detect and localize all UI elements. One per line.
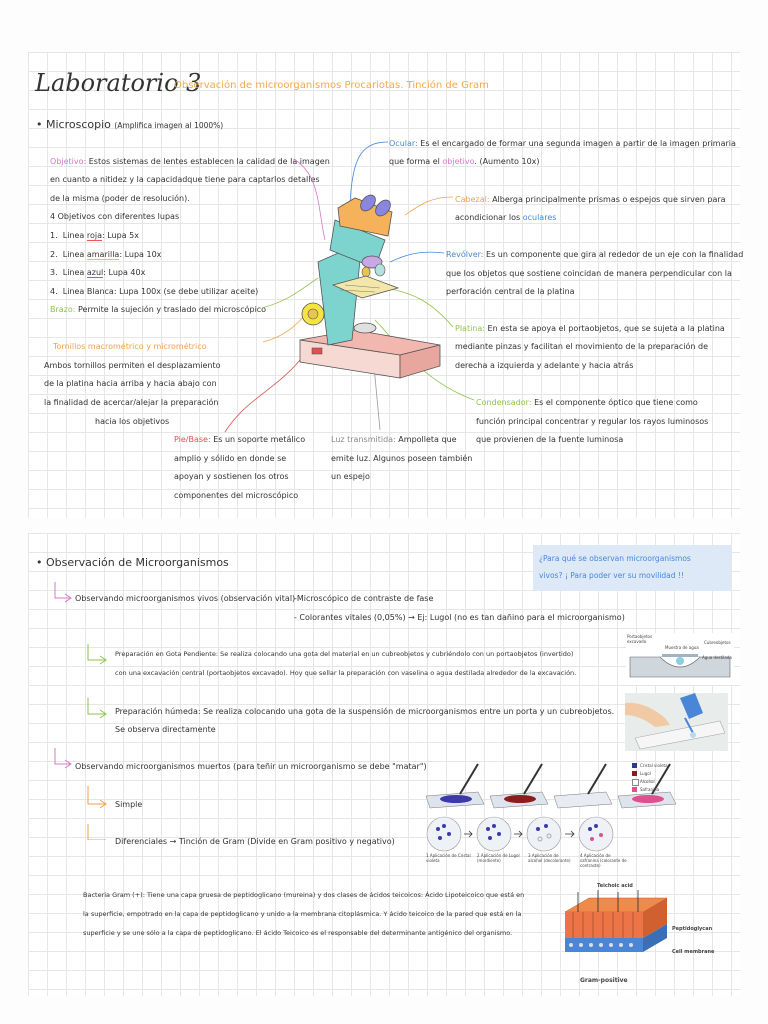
revolver-line-2: que los objetos que sostiene coincidan de manera perpendicular con la [446, 269, 732, 278]
legend-alcohol: Alcohol [640, 779, 655, 784]
simple-label: Simple [115, 800, 143, 809]
tornillos-line-2: de la platina hacia arriba y hacia abajo con [44, 379, 217, 388]
legend-swatch-lugol [632, 771, 637, 776]
tornillos-label: Tornillos macrométrico y micrométrico [53, 342, 207, 351]
revolver-line-3: perforación central de la platina [446, 287, 575, 296]
fig-gota-l3: Cubreobjetos [704, 640, 731, 645]
vivos-contraste: -Microscópico de contraste de fase [294, 594, 434, 603]
humeda-line-2: Se observa directamente [115, 725, 216, 734]
tornillos-line-4: hacia los objetivos [95, 417, 170, 426]
bacteria-line-3: superficie y se une sólo a la capa de peptidoglicano. El ácido Teicoico es el responsable del determinante antigénico del organismo. [83, 929, 513, 937]
humeda-line-1: Preparación húmeda: Se realiza colocando una gota de la suspensión de microorganismos entre un porta y un cubreobjetos. [115, 707, 615, 716]
tornillos-line-3: la finalidad de acercar/alejar la preparación [44, 398, 219, 407]
luz-line-1: Luz transmitida: Ampolleta que [331, 435, 457, 444]
question-line-1: ¿Para qué se observan microorganismos [539, 554, 691, 563]
cabezal-line-2: acondicionar los oculares [455, 213, 557, 222]
objetivo-item-2: 2. Linea amarilla: Lupa 10x [50, 250, 162, 259]
fig-gota-l2: Muestra de agua [665, 645, 699, 650]
brazo-text: Brazo: Permite la sujeción y traslado del microscópico [50, 305, 267, 314]
legend-lugol: Lugol [640, 771, 651, 776]
luz-line-2: emite luz. Algunos poseen también [331, 454, 473, 463]
gram-step-2: 2 Aplicación de Lugol (mordiente) [477, 853, 520, 863]
ocular-line-1: Ocular: Es el encargado de formar una segunda imagen a partir de la imagen primaria [389, 139, 736, 148]
legend-safranina: Safranina [640, 787, 660, 792]
gram-step-4: 4 Aplicación de safranina (colorante de contraste) [580, 853, 627, 868]
page-subtitle: Observación de microorganismos Procariotas. Tinción de Gram [174, 80, 489, 91]
pie-line-2: amplio y sólido en donde se [174, 454, 287, 463]
condensador-line-3: que provienen de la fuente luminosa [476, 435, 624, 444]
pie-line-1: Pie/Base: Es un soporte metálico [174, 435, 306, 444]
objetivo-item-4: 4. Linea Blanca: Lupa 100x (se debe utilizar aceite) [50, 287, 259, 296]
legend-swatch-safranina [632, 787, 637, 792]
vivos-line: Observando microorganismos vivos (observación vital) [75, 594, 296, 603]
legend-swatch-violet [632, 763, 637, 768]
condensador-line-2: función principal concentrar y regular los rayos luminosos [476, 417, 709, 426]
observacion-heading: • Observación de Microorganismos [36, 556, 229, 569]
legend-cristal: Cristal violeta [640, 763, 668, 768]
platina-line-1: Platina: En esta se apoya el portaobjetos, que se sujeta a la platina [455, 324, 725, 333]
diferenciales-label: Diferenciales → Tinción de Gram (Divide en Gram positivo y negativo) [115, 837, 395, 846]
muertos-line: Observando microorganismos muertos (para teñir un microorganismo se debe "matar") [75, 762, 427, 771]
objetivo-item-3: 3. Linea azul: Lupa 40x [50, 268, 146, 277]
gram-steps-figure [424, 814, 634, 854]
fig-peptidoglycan: Peptidoglycan [672, 926, 713, 932]
bacteria-line-2: la superficie, empotrado en la capa de peptidoglicano y unido a la membrana citoplásmica. Y ácido teicoico de la pared que está en la [83, 910, 522, 918]
gota-line-2: con una excavación central (portaobjetos excavado). Hoy que sellar la preparación con vaselina o agua destilada alrededor de la excavación. [115, 669, 577, 677]
bacteria-line-1: Bacteria Gram (+): Tiene una capa gruesa de peptidoglicano (mureina) y dos clases de ácidos teicoicos: Ácido Lipoteicoico que está en [83, 891, 525, 899]
platina-line-2: mediante pinzas y facilitan el movimiento de la preparación de [455, 342, 709, 351]
legend-swatch-alcohol [632, 779, 639, 786]
ocular-line-2: que forma el objetivo. (Aumento 10x) [389, 157, 540, 166]
gram-positive-wall-figure [563, 888, 673, 970]
question-line-2: vivos? ¡ Para poder ver su movilidad !! [539, 571, 684, 580]
pie-line-4: componentes del microscópico [174, 491, 299, 500]
objetivo-line-1: Objetivo: Estos sistemas de lentes establecen la calidad de la imagen [50, 157, 330, 166]
microscope-heading: • Microscopio (Amplifica imagen al 1000%) [36, 118, 224, 131]
fig-gram-positive-caption: Gram-positive [580, 977, 628, 984]
cabezal-line-1: Cabezal: Alberga principalmente prismas o espejos que sirven para [455, 195, 726, 204]
page-title: Laboratorio 3 [35, 69, 202, 97]
objetivo-line-2: en cuanto a nitidez y la capacidadque tiene para captarlos detalles [50, 175, 320, 184]
condensador-line-1: Condensador: Es el componente óptico que tiene como [476, 398, 698, 407]
fig-teichoic: Teichoic acid [597, 883, 633, 889]
revolver-line-1: Revólver: Es un componente que gira al rededor de un eje con la finalidad [446, 250, 744, 259]
wet-mount-photo [625, 693, 728, 751]
luz-line-3: un espejo [331, 472, 370, 481]
objetivo-line-4: 4 Objetivos con diferentes lupas [50, 212, 180, 221]
pie-line-3: apoyan y sostienen los otros [174, 472, 289, 481]
gram-step-1: 1 Aplicación de Cristal violeta [426, 853, 471, 863]
fig-gota-l4: Agua destilada [702, 655, 732, 660]
fig-membrane: Cell membrane [672, 949, 715, 955]
platina-line-3: derecha a izquierda y adelante y hacia atrás [455, 361, 634, 370]
gram-step-3: 3 Aplicación de alcohol (decolorante) [528, 853, 571, 863]
gota-line-1: Preparación en Gota Pendiente: Se realiza colocando una gota del material en un cubreobjetos y cubriéndolo con un portaobjetos (invertido) [115, 650, 574, 658]
vivos-colorantes: - Colorantes vitales (0,05%) → Ej: Lugol (no es tan dañino para el microorganismo) [294, 613, 625, 622]
objetivo-item-1: 1. Linea roja: Lupa 5x [50, 231, 139, 240]
fig-gota-l1: Portaobjetos excavado [627, 634, 653, 644]
objetivo-line-3: de la misma (poder de resolución). [50, 194, 190, 203]
tornillos-line-1: Ambos tornillos permiten el desplazamiento [44, 361, 221, 370]
